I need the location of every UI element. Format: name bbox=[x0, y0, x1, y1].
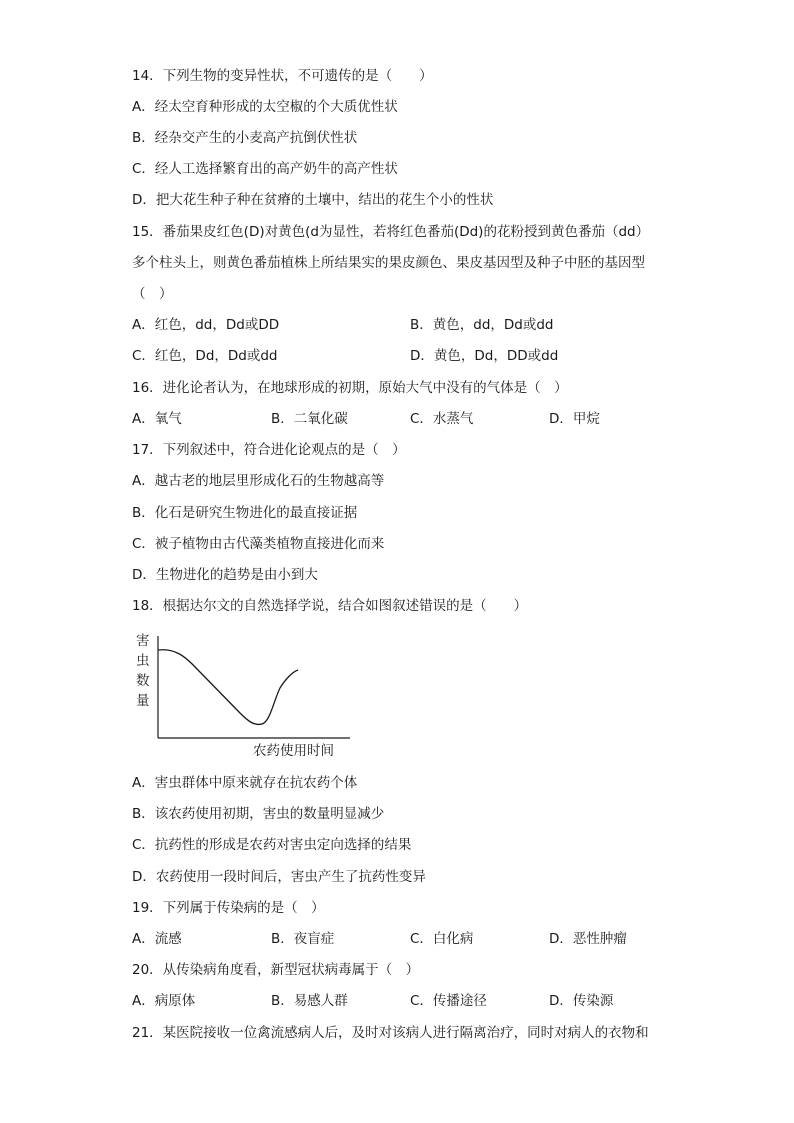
question-15-option-c: C．红色，Dd，Dd或dd bbox=[132, 348, 278, 364]
question-17-option-c: C．被子植物由古代藻类植物直接进化而来 bbox=[132, 536, 385, 552]
question-15-stem-line3: （ ） bbox=[132, 286, 173, 302]
question-16-stem: 16．进化论者认为，在地球形成的初期，原始大气中没有的气体是（ ） bbox=[132, 380, 568, 396]
pest-population-graph bbox=[130, 628, 370, 763]
question-19-option-c: C．白化病 bbox=[410, 931, 474, 947]
question-17-stem: 17．下列叙述中，符合进化论观点的是（ ） bbox=[132, 442, 406, 458]
question-15-option-a: A．红色，dd，Dd或DD bbox=[132, 317, 280, 333]
question-18-option-a: A．害虫群体中原来就存在抗农药个体 bbox=[132, 775, 358, 791]
question-18-option-d: D．农药使用一段时间后，害虫产生了抗药性变异 bbox=[132, 869, 426, 885]
question-17-option-a: A．越古老的地层里形成化石的生物越高等 bbox=[132, 473, 385, 489]
question-14-stem: 14．下列生物的变异性状，不可遗传的是（ ） bbox=[132, 68, 433, 84]
question-16-option-d: D．甲烷 bbox=[549, 411, 600, 427]
graph-xlabel: 农药使用时间 bbox=[253, 743, 334, 759]
question-21-stem: 21．某医院接收一位禽流感病人后，及时对该病人进行隔离治疗，同时对病人的衣物和 bbox=[132, 1025, 649, 1041]
question-19-option-d: D．恶性肿瘤 bbox=[549, 931, 627, 947]
question-19-stem: 19．下列属于传染病的是（ ） bbox=[132, 900, 325, 916]
graph-ylabel-char: 虫 bbox=[136, 653, 150, 669]
question-20-stem: 20．从传染病角度看，新型冠状病毒属于（ ） bbox=[132, 962, 420, 978]
question-14-option-b: B．经杂交产生的小麦高产抗倒伏性状 bbox=[132, 130, 358, 146]
question-16-option-b: B．二氧化碳 bbox=[271, 411, 348, 427]
question-15-option-d: D．黄色，Dd，DD或dd bbox=[410, 348, 559, 364]
question-16-option-a: A．氧气 bbox=[132, 411, 182, 427]
graph-ylabel-char: 量 bbox=[136, 693, 150, 709]
question-18-stem: 18．根据达尔文的自然选择学说，结合如图叙述错误的是（ ） bbox=[132, 598, 528, 614]
question-17-option-d: D．生物进化的趋势是由小到大 bbox=[132, 567, 318, 583]
question-15-stem-line2: 多个柱头上，则黄色番茄植株上所结果实的果皮颜色、果皮基因型及种子中胚的基因型 bbox=[132, 255, 645, 271]
question-18-option-b: B．该农药使用初期，害虫的数量明显减少 bbox=[132, 806, 385, 822]
graph-ylabel-char: 数 bbox=[136, 673, 150, 689]
question-17-option-b: B．化石是研究生物进化的最直接证据 bbox=[132, 505, 358, 521]
question-20-option-c: C．传播途径 bbox=[410, 993, 487, 1009]
question-16-option-c: C．水蒸气 bbox=[410, 411, 474, 427]
graph-population-curve bbox=[158, 650, 298, 725]
question-20-option-b: B．易感人群 bbox=[271, 993, 348, 1009]
question-15-option-b: B．黄色，dd，Dd或dd bbox=[410, 317, 554, 333]
question-14-option-a: A．经太空育种形成的太空椒的个大质优性状 bbox=[132, 99, 398, 115]
question-19-option-b: B．夜盲症 bbox=[271, 931, 335, 947]
graph-ylabel-char: 害 bbox=[136, 633, 150, 649]
question-18-option-c: C．抗药性的形成是农药对害虫定向选择的结果 bbox=[132, 837, 412, 853]
question-20-option-d: D．传染源 bbox=[549, 993, 614, 1009]
question-14-option-c: C．经人工选择繁育出的高产奶牛的高产性状 bbox=[132, 161, 398, 177]
question-20-option-a: A．病原体 bbox=[132, 993, 196, 1009]
question-19-option-a: A．流感 bbox=[132, 931, 182, 947]
question-15-stem-line1: 15．番茄果皮红色(D)对黄色(d为显性，若将红色番茄(Dd)的花粉授到黄色番茄（dd） bbox=[132, 224, 650, 240]
question-14-option-d: D．把大花生种子种在贫瘠的土壤中，结出的花生个小的性状 bbox=[132, 192, 494, 208]
